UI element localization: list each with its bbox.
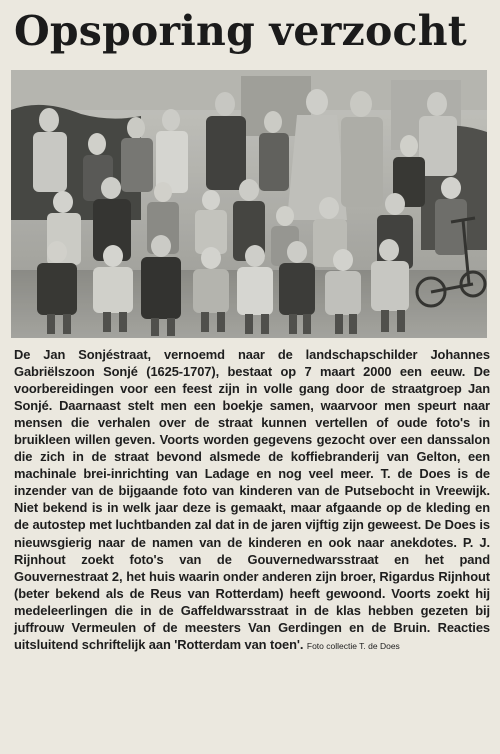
article-text: De Jan Sonjéstraat, vernoemd naar de landschapschilder Johannes Gabriëlszoon Sonjé (1625-1707), bestaat op 7 maart 2000 een eeuw. De voorbereidingen voor een feest zijn in volle gang door de straatgroep Jan Sonjé. Daarnaast stelt men een boekje samen, waarvoor men speurt naar mensen die verhalen over de straat kunnen vertellen of oude foto's in bruikleen willen geven. Voorts worden gegevens gezocht over een danssalon die zich in de straat bevond alsmede de koffiebranderij van Gelton, een machinale brei-inrichting van Ladage en nog veel meer. T. de Does is de inzender van de bijgaande foto van kinderen van de Putsebocht in Vreewijk. Niet bekend is in welk jaar deze is gemaakt, maar afgaande op de kleding en de autostep met luchtbanden zal dat in de jaren vijftig zijn geweest. De Does is nieuwsgierig naar de namen van de kinderen en ook naar anekdotes. P. J. Rijnhout zoekt foto's van de Gouvernedwarsstraat en het pand Gouvernestraat 2, het huis waarin onder anderen zijn broer, Rigardus Rijnhout (beter bekend als de Reus van Rotterdam) heeft gewoond. Voorts zoekt hij medeleerlingen die in de Gaffeldwarsstraat in de klas hebben gezeten bij juffrouw Vermeulen of de meesters Van Gerdingen en de Bruin. Reacties uitsluitend schriftelijk aan 'Rotterdam van toen'. xyxy=(14,347,490,652)
photo-credit: Foto collectie T. de Does xyxy=(306,640,400,651)
headline: Opsporing verzocht xyxy=(14,7,467,55)
group-photo xyxy=(11,70,487,338)
article-body xyxy=(14,346,490,655)
